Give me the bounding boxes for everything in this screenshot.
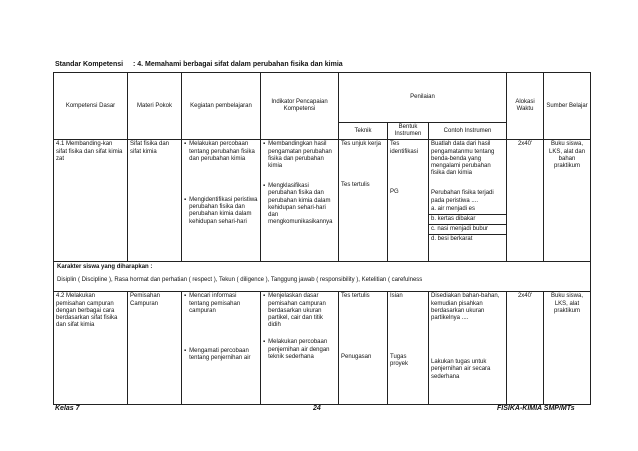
table-row (54, 140, 591, 262)
bentuk-cell: Tes identifikasi PG (388, 140, 429, 262)
teknik-cell: Tes unjuk kerja Tes tertulis (339, 140, 388, 262)
kegiatan-cell: ▪ Mencari informasi tentang pemisahan campuran ▪ Mengamati percobaan tentang penjernihan air (182, 292, 261, 405)
header-bentuk: Bentuk Instrumen (388, 123, 429, 140)
header-alokasi: Alokasi Waktu (507, 73, 544, 140)
footer-subject-label: FISIKA-KIMIA SMP/MTs (497, 405, 575, 412)
bullet-icon: ▪ (263, 293, 266, 300)
header-penilaian: Penilaian (339, 73, 507, 123)
kd-cell: 4.2 Melakukan pemisahan campuran dengan berbagai cara berdasarkan sifat fisika dan sifat kimia (54, 292, 128, 405)
bentuk-cell: Isian Tugas proyek (388, 292, 429, 405)
silabus-table (53, 72, 591, 405)
karakter-text: Disiplin ( Discipline ), Rasa hormat dan perhatian ( respect ), Tekun ( diligence ), Tanggung jawab ( responsibility ), Ketelitian ( carefulness (57, 276, 423, 283)
header-sumber: Sumber Belajar (544, 73, 591, 140)
alokasi-cell: 2x40' (507, 140, 544, 262)
bullet-icon: ▪ (263, 183, 266, 190)
bullet-icon: ▪ (184, 347, 187, 354)
materi-cell: Pemisahan Campuran (128, 292, 182, 405)
header-materi-pokok: Materi Pokok (128, 73, 182, 140)
bullet-icon: ▪ (263, 339, 266, 346)
indikator-cell: ▪ Membandingkan hasil pengamatan perubahan fisika dan perubahan kimia ▪ Mengklasifikasi perubahan fisika dan perubahan kimia dalam kehidupan sehari-hari dan mengkomunikasikannya (261, 140, 339, 262)
karakter-title: Karakter siswa yang diharapkan : (57, 264, 153, 271)
standar-kompetensi-value: : 4. Memahami berbagai sifat dalam perubahan fisika dan kimia (133, 61, 343, 68)
header-contoh: Contoh Instrumen (429, 123, 507, 140)
sumber-cell: Buku siswa, LKS, alat praktikum (544, 292, 591, 405)
bullet-icon: ▪ (184, 293, 187, 300)
bullet-icon: ▪ (184, 141, 187, 148)
materi-cell: Sifat fisika dan sifat kimia (128, 140, 182, 262)
karakter-row (54, 262, 591, 292)
header-indikator: Indikator Pencapaian Kompetensi (261, 73, 339, 140)
contoh-cell: Buatlah data dari hasil pengamatanmu tentang benda-benda yang mengalami perubahan fisika dan kimia Perubahan fisika terjadi pada peristiwa .... a. air menjadi es b. kertas dibakar c. nasi menjadi bubur d. besi berkarat (429, 140, 507, 262)
header-row (54, 73, 591, 123)
standar-kompetensi (55, 61, 343, 68)
kegiatan-cell: ▪ Melakukan percobaan tentang perubahan fisika dan perubahan kimia ▪ Mengidentifikasi peristiwa perubahan fisika dan perubahan kimia dalam kehidupan sehari-hari (182, 140, 261, 262)
teknik-cell: Tes tertulis Penugasan (339, 292, 388, 405)
standar-kompetensi-label: Standar Kompetensi (55, 61, 124, 68)
footer-class-label: Kelas 7 (55, 405, 80, 412)
karakter-cell (54, 262, 591, 292)
header-teknik: Teknik (339, 123, 388, 140)
alokasi-cell: 2x40' (507, 292, 544, 405)
bullet-icon: ▪ (263, 141, 266, 148)
bullet-icon: ▪ (184, 196, 187, 203)
contoh-cell: Disediakan bahan-bahan, kemudian pisahkan berdasarkan ukuran partikelnya .... Lakukan tugas untuk penjernihan air secara sederhana (429, 292, 507, 405)
header-kegiatan: Kegiatan pembelajaran (182, 73, 261, 140)
table-row (54, 292, 591, 405)
indikator-cell: ▪ Menjelaskan dasar pemisahan campuran berdasarkan ukuran partikel, cair dan titik didih ▪ Melakukan percobaan penjernihan air dengan teknik sederhana (261, 292, 339, 405)
sumber-cell: Buku siswa, LKS, alat dan bahan praktikum (544, 140, 591, 262)
footer-page-number: 24 (313, 405, 321, 412)
header-kompetensi-dasar: Kompetensi Dasar (54, 73, 128, 140)
kd-cell: 4.1 Membanding-kan sifat fisika dan sifat kimia zat (54, 140, 128, 262)
